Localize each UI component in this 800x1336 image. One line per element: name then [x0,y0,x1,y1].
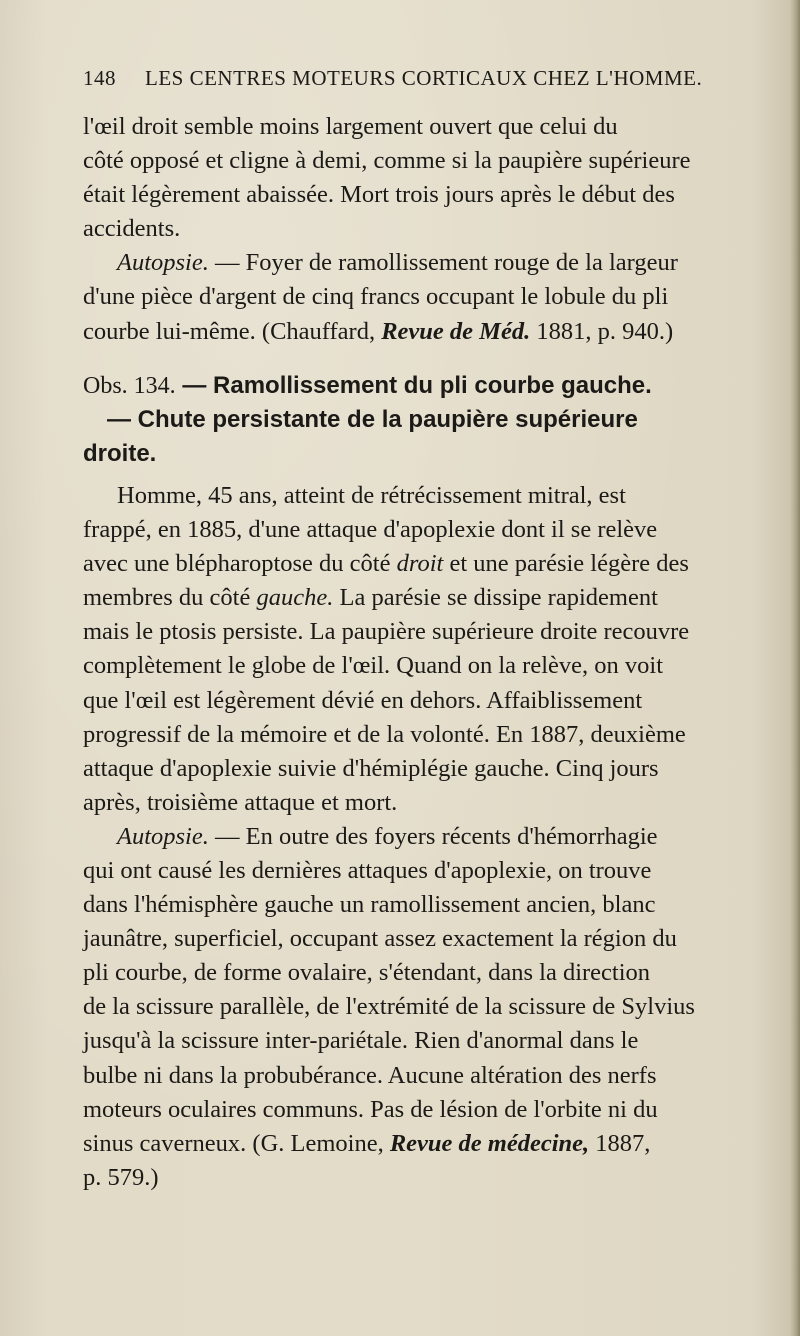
emphasis: droit [396,550,444,578]
text-line: avec une blépharoptose du côté [83,550,397,578]
journal-title: Revue de médecine, [389,1129,590,1157]
text-line: après, troisième attaque et mort. [83,788,398,816]
section-gap [83,349,773,369]
observation-title: droite. [83,439,157,467]
text-line: était légèrement abaissée. Mort trois jours après le début des [83,181,675,209]
text-line: dans l'hémisphère gauche un ramollissement ancien, blanc [83,891,656,919]
emphasis: gauche. [256,584,334,612]
text-line: 1881, p. 940.) [530,317,674,345]
observation-label: Obs. 134. [83,372,176,399]
text-line: complètement le globe de l'œil. Quand on la relève, on voit [83,652,663,680]
running-header [83,66,723,96]
autopsy-label: Autopsie. [117,249,209,277]
text-line: attaque d'apoplexie suivie d'hémiplégie gauche. Cinq jours [83,754,659,782]
paragraph-continuation [83,110,773,246]
text-line: bulbe ni dans la probubérance. Aucune altération des nerfs [83,1061,657,1089]
text-line: mais le ptosis persiste. La paupière supérieure droite recouvre [83,618,690,646]
text-line: frappé, en 1885, d'une attaque d'apoplexie dont il se relève [83,516,658,544]
text-line: de la scissure parallèle, de l'extrémité de la scissure de Sylvius [83,993,695,1021]
text-line: moteurs oculaires communs. Pas de lésion de l'orbite ni du [83,1095,658,1123]
text-line: accidents. [83,215,181,243]
paragraph-autopsy-1 [83,246,773,348]
page-edge-shadow [790,0,800,1336]
text-line: 1887, [589,1129,651,1157]
running-title: LES CENTRES MOTEURS CORTICAUX CHEZ L'HOMME. [145,66,703,90]
text-line: p. 579.) [83,1163,159,1191]
text-line: l'œil droit semble moins largement ouvert que celui du [83,113,618,140]
journal-title: Revue de Méd. [381,317,531,345]
section-gap [83,471,773,479]
paragraph-case-history [83,479,773,820]
text-line: qui ont causé les dernières attaques d'apoplexie, on trouve [83,856,652,884]
text-line: jaunâtre, superficiel, occupant assez exactement la région du [83,925,677,953]
text-line: jusqu'à la scissure inter-pariétale. Rien d'anormal dans le [83,1027,639,1055]
text-line: pli courbe, de forme ovalaire, s'étendant, dans la direction [83,959,651,987]
observation-title: — Chute persistante de la paupière supérieure [107,405,638,433]
observation-heading [83,369,773,471]
text-line: La parésie se dissipe rapidement [333,584,658,612]
text-line: sinus caverneux. (G. Lemoine, [83,1129,390,1157]
text-line: membres du côté [83,584,257,612]
text-line: — Foyer de ramollissement rouge de la largeur [208,249,678,277]
paragraph-autopsy-2 [83,820,773,1195]
page-body [83,110,773,1195]
text-line: courbe lui-même. (Chauffard, [83,317,382,345]
text-line: Homme, 45 ans, atteint de rétrécissement mitral, est [117,481,626,509]
text-line: côté opposé et cligne à demi, comme si la paupière supérieure [83,147,691,175]
text-line: et une parésie légère des [443,550,689,578]
text-line: progressif de la mémoire et de la volonté. En 1887, deuxième [83,720,686,748]
text-line: que l'œil est légèrement dévié en dehors. Affaiblissement [83,686,643,714]
text-line: — En outre des foyers récents d'hémorrhagie [208,822,658,850]
text-line: d'une pièce d'argent de cinq francs occupant le lobule du pli [83,283,669,311]
page-number: 148 [83,66,116,90]
autopsy-label: Autopsie. [117,822,209,850]
observation-title: — Ramollissement du pli courbe gauche. [175,371,652,399]
